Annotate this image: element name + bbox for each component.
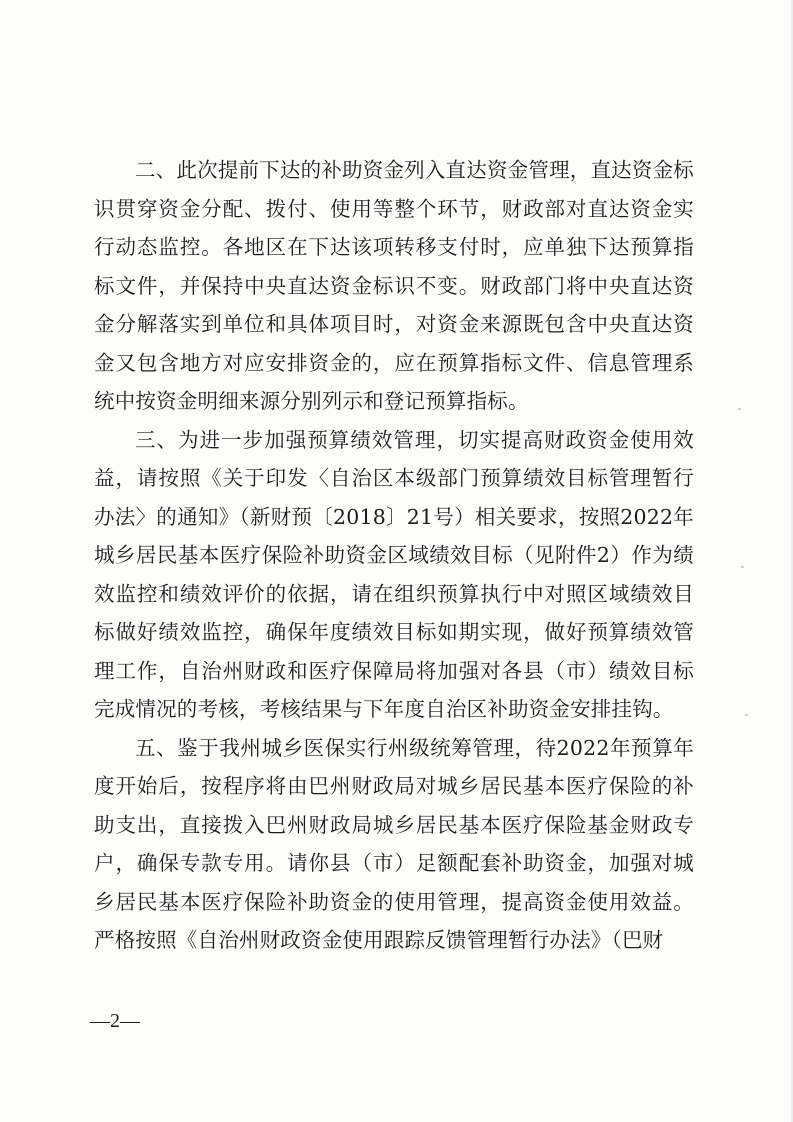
page-number: —2— (90, 1010, 140, 1032)
scan-speck (745, 714, 748, 716)
scan-speck (741, 566, 744, 568)
document-body (94, 151, 694, 960)
scan-speck (738, 408, 741, 410)
paragraph-medical-insurance: 五、鉴于我州城乡医保实行州级统筹管理，待2022年预算年度开始后，按程序将由巴州财政局对城乡居民基本医疗保险的补助支出，直接拨入巴州财政局城乡居民基本医疗保险基金财政专户，确保专款专用。请你县（市）足额配套补助资金，加强对城乡居民基本医疗保险补助资金的使用管理，提高资金使用效益。严格按照《自治州财政资金使用跟踪反馈管理暂行办法》（巴财 (94, 735, 694, 952)
paragraph-performance-management: 三、为进一步加强预算绩效管理，切实提高财政资金使用效益，请按照《关于印发〈自治区本级部门预算绩效目标管理暂行办法〉的通知》（新财预〔2018〕21号）相关要求，按照2022年城乡居民基本医疗保险补助资金区域绩效目标（见附件2）作为绩效监控和绩效评价的依据，请在组织预算执行中对照区域绩效目标做好绩效监控，确保年度绩效目标如期实现，做好预算绩效管理工作，自治州财政和医疗保障局将加强对各县（市）绩效目标完成情况的考核，考核结果与下年度自治区补助资金安排挂钩。 (94, 427, 694, 721)
paragraph-direct-funds: 二、此次提前下达的补助资金列入直达资金管理，直达资金标识贯穿资金分配、拨付、使用等整个环节，财政部对直达资金实行动态监控。各地区在下达该项转移支付时，应单独下达预算指标文件，并保持中央直达资金标识不变。财政部门将中央直达资金分解落实到单位和具体项目时，对资金来源既包含中央直达资金又包含地方对应安排资金的，应在预算指标文件、信息管理系统中按资金明细来源分别列示和登记预算指标。 (94, 158, 694, 413)
